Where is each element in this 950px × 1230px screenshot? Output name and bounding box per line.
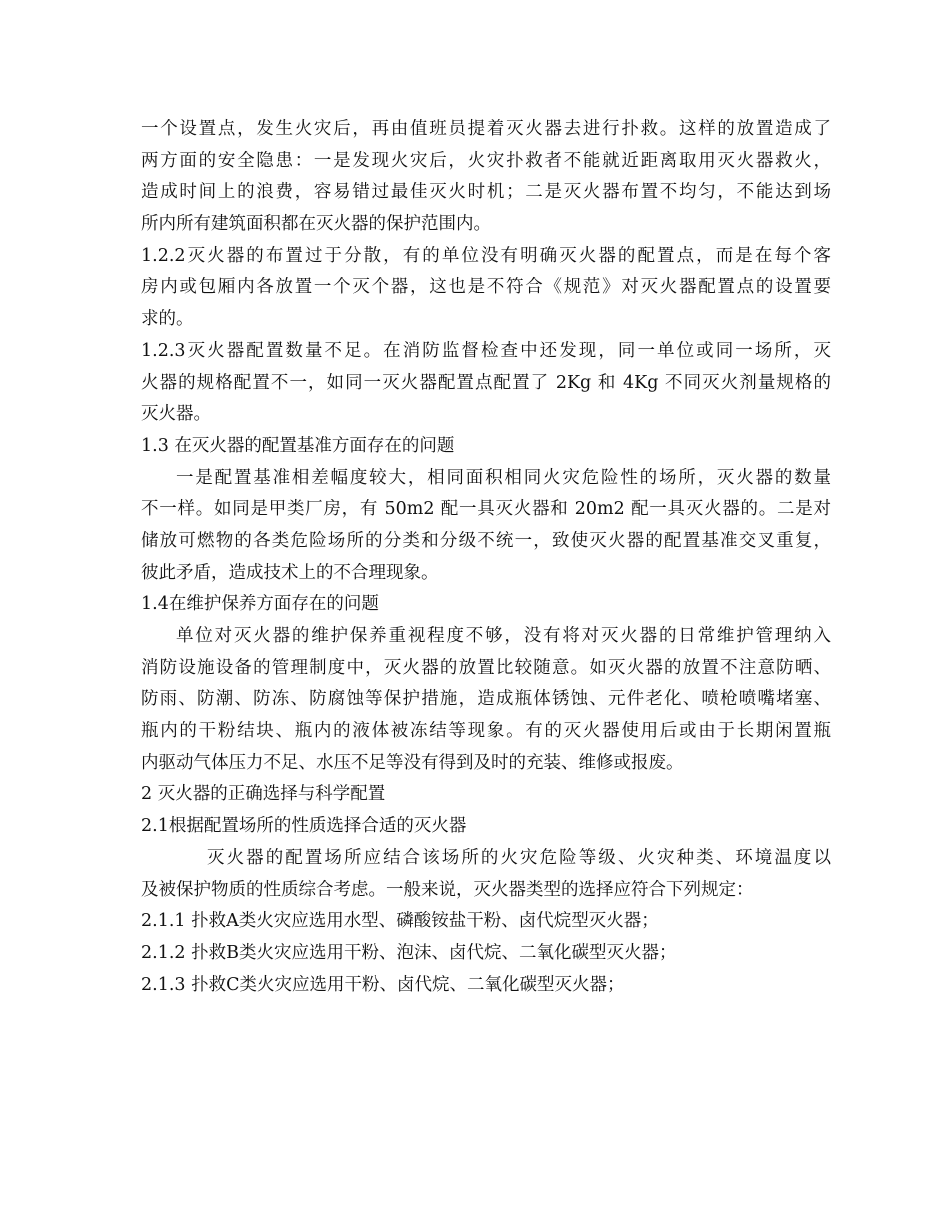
body-text [141,114,831,1001]
section-heading-1-2-3: 1.2.3灭火器配置数量不足。在消防监督检查中还发现，同一单位或同一场所，灭 [141,340,831,361]
text-line: 消防设施设备的管理制度中，灭火器的放置比较随意。如灭火器的放置不注意防晒、 [141,657,831,678]
list-item-2-1-1: 2.1.1 扑救A类火灾应选用水型、磷酸铵盐干粉、卤代烷型灭火器； [141,911,659,932]
text-line: 不一样。如同是甲类厂房，有 50m2 配一具灭火器和 20m2 配一具灭火器的。二是对 [141,499,831,520]
text-line: 单位对灭火器的维护保养重视程度不够，没有将对灭火器的日常维护管理纳入 [176,626,831,646]
text-line: 内驱动气体压力不足、水压不足等没有得到及时的充装、维修或报废。 [141,752,684,773]
text-line: 两方面的安全隐患：一是发现火灾后，火灾扑救者不能就近距离取用灭火器救火， [141,150,831,171]
text-line: 及被保护物质的性质综合考虑。一般来说，灭火器类型的选择应符合下列规定： [141,879,754,900]
section-heading-1-4: 1.4在维护保养方面存在的问题 [141,594,379,615]
text-line: 灭火器的配置场所应结合该场所的火灾危险等级、火灾种类、环境温度以 [207,847,831,868]
text-line: 储放可燃物的各类危险场所的分类和分级不统一，致使灭火器的配置基准交叉重复， [141,530,831,551]
text-line: 造成时间上的浪费，容易错过最佳灭火时机；二是灭火器布置不均匀，不能达到场 [141,182,831,203]
text-line: 房内或包厢内各放置一个灭个器，这也是不符合《规范》对灭火器配置点的设置要 [141,277,831,298]
text-line: 瓶内的干粉结块、瓶内的液体被冻结等现象。有的灭火器使用后或由于长期闲置瓶 [141,721,831,742]
text-line: 一个设置点，发生火灾后，再由值班员提着灭火器去进行扑救。这样的放置造成了 [141,119,831,139]
text-line: 求的。 [141,309,194,330]
text-line: 所内所有建筑面积都在灭火器的保护范围内。 [141,214,491,235]
text-line: 防雨、防潮、防冻、防腐蚀等保护措施，造成瓶体锈蚀、元件老化、喷枪喷嘴堵塞、 [141,689,831,710]
section-heading-1-3: 1.3 在灭火器的配置基准方面存在的问题 [141,435,455,456]
section-heading-1-2-2: 1.2.2灭火器的布置过于分散，有的单位没有明确灭火器的配置点，而是在每个客 [141,245,831,266]
text-line: 火器的规格配置不一，如同一灭火器配置点配置了 2Kg 和 4Kg 不同灭火剂量规格的 [141,372,831,393]
text-line: 彼此矛盾，造成技术上的不合理现象。 [141,562,439,583]
text-line: 一是配置基准相差幅度较大，相同面积相同火灾危险性的场所，灭火器的数量 [176,467,831,488]
section-heading-2-1: 2.1根据配置场所的性质选择合适的灭火器 [141,816,467,837]
list-item-2-1-2: 2.1.2 扑救B类火灾应选用干粉、泡沫、卤代烷、二氧化碳型灭火器； [141,942,677,963]
list-item-2-1-3: 2.1.3 扑救C类火灾应选用干粉、卤代烷、二氧化碳型灭火器； [141,974,625,995]
section-heading-2: 2 灭火器的正确选择与科学配置 [141,784,386,805]
text-line: 灭火器。 [141,404,211,425]
